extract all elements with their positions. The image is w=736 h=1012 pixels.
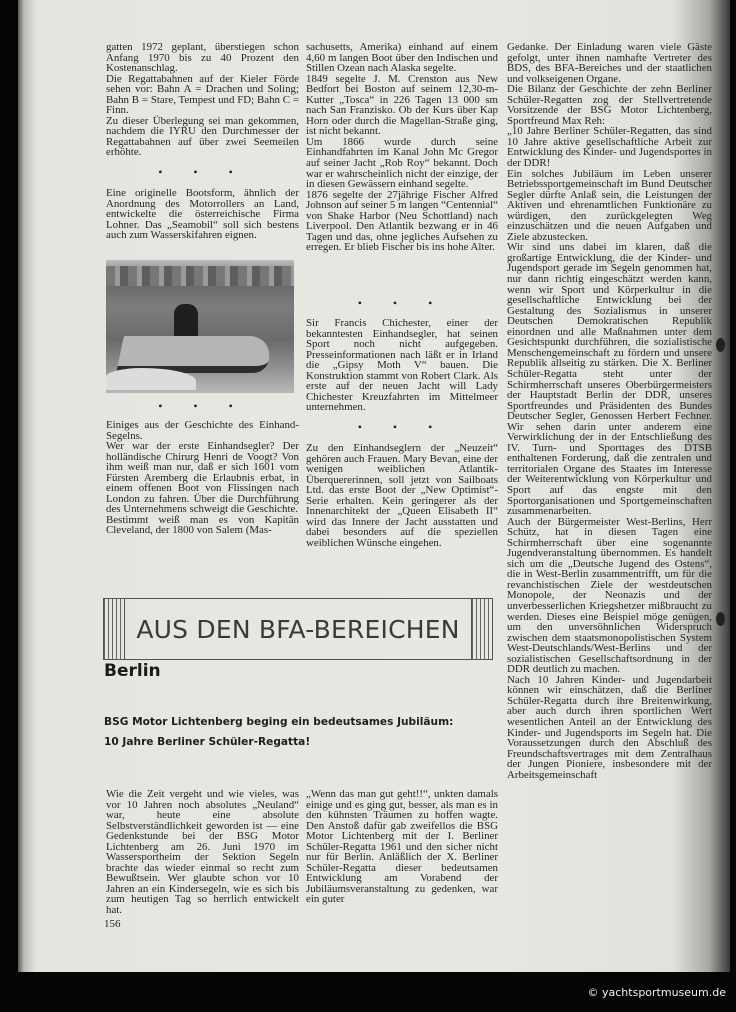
paragraph: gatten 1972 geplant, überstiegen schon Anfang 1970 bis zu 40 Prozent den Kostenanschlag.	[106, 41, 299, 75]
paragraph: Zu den Einhandseglern der „Neuzeit“ gehören auch Frauen. Mary Bevan, eine der wenigen weiblichen Atlantik-Überquererinnen, soll jetzt von Sailboats Ltd. das erste Boot der „New Optimist“-Serie erhalten. Kein geringerer als der Innenarchitekt der „Queen Elisabeth II“ wird das Innere der Jacht ausstatten und dabei besonders auf die speziellen weiblichen Wünsche eingehen.	[306, 442, 498, 549]
article-subtitle: BSG Motor Lichtenberg beging ein bedeutsames Jubiläum:	[104, 716, 454, 728]
paragraph: Eine originelle Bootsform, ähnlich der Anordnung des Motorrollers an Land, entwickelte die österreichische Firma Lohner. Das „Seamobil“ soll sich bestens auch zum Wasserskifahren eignen.	[106, 187, 299, 242]
paragraph: 1849 segelte J. M. Crenston aus New Bedfort bei Boston auf seinem 12,30-m-Kutter „Tosca“ in 226 Tagen 13 000 sm nach San Franzisko. Ob der Kurs über Kap Horn oder durch die Magellan-Straße ging, ist nicht bekannt.	[306, 72, 498, 138]
paragraph: Die Regattabahnen auf der Kieler Förde sehen vor: Bahn A = Drachen und Soling; Bahn B = Stare, Tempest und FD; Bahn C = Finn.	[106, 72, 299, 117]
separator-dots: • • •	[158, 399, 247, 413]
paragraph: Nach 10 Jahren Kinder- und Jugendarbeit können wir einschätzen, daß die Berliner Schüler-Regatta durch ihre Breitenwirkung, aber auch durch ihren sportlichen Wert wesentlichen Anteil an der Entwicklung des Kinder- und Jugendsports im Segeln hat. Die Voraussetzungen durch den Abschluß des Freundschaftsvertrages mit dem Zentralhaus der Jungen Pioniere, insbesondere mit der Arbeitsgemeinschaft	[507, 673, 712, 781]
paragraph: Auch der Bürgermeister West-Berlins, Herr Schütz, hat in diesen Tagen eine Schirmherrschaft über eine sogenannte Jugendveranstaltung übernommen. Es handelt sich um die „Deutsche Jugend des Ostens“, die in West-Berlin zusammentrifft, um für die revanchistischen Ziele der westdeutschen Monopole, der Neonazis und der unverbesserlichen Kriegshetzer mißbraucht zu werden. Dieses eine Beispiel möge genügen, um den unversöhnlichen Widerspruch zwischen dem staatsmonopolistischen System West-Deutschlands/West-Berlins und der sozialistischen Gesellschaftsordnung in der DDR deutlich zu machen.	[507, 515, 712, 676]
column2-history-text	[306, 42, 498, 253]
separator-dots: • • •	[158, 165, 247, 179]
paragraph: Wie die Zeit vergeht und wie vieles, was vor 10 Jahren noch absolutes „Neuland“ war, heute eine absolute Selbstverständlichkeit geworden ist — eine Gedenkstunde bei der BSG Motor Lichtenberg am 26. Juni 1970 im Wassersportheim der Sektion Segeln brachte das wieder einmal so recht zum Bewußtsein. Wer glaubte schon vor 10 Jahren an ein Kindersegeln, wie es sich bis zum heutigen Tag so herrlich entwickelt hat.	[106, 788, 299, 917]
paragraph: Sir Francis Chichester, einer der bekanntesten Einhandsegler, hat seinen Sport noch nicht aufgegeben. Presseinformationen nach läßt er in Irland die „Gipsy Moth V“ bauen. Die Konstruktion stammt von Robert Clark. Als erste auf der neuen Jacht will Lady Chichester Kreuzfahrten im Mittelmeer unternehmen.	[306, 317, 498, 414]
column2-women-text	[306, 443, 498, 548]
article-column1	[106, 789, 299, 916]
banner-stripes-right	[471, 599, 492, 659]
city-heading: Berlin	[104, 661, 161, 681]
column3-article-text	[507, 42, 712, 780]
paragraph: Die Bilanz der Geschichte der zehn Berliner Schüler-Regatten zog der Stellvertretende Vorsitzende der BSG Motor Lichtenberg, Sportfreund Max Reh:	[507, 83, 712, 127]
paragraph: Zu dieser Überlegung sei man gekommen, nachdem die IYRU den Durchmesser der Regattabahnen auf über zwei Seemeilen erhöhte.	[106, 114, 299, 159]
section-banner	[103, 598, 493, 660]
paragraph: 1876 segelte der 27jährige Fischer Alfred Johnson auf seiner 5 m langen “Centennial“ von Shake Harbor (Neu Schottland) nach Liverpool. Den Atlantik bezwang er in 46 Tagen und das, ohne jegliches Aufsehen zu erregen. Er blieb Fischer bis ins hohe Alter.	[306, 188, 498, 254]
banner-stripes-left	[104, 599, 125, 659]
paragraph: Gedanke. Der Einladung waren viele Gäste gefolgt, unter ihnen namhafte Vertreter des BDS, des BFA-Bereiches und der staatlichen und volkseigenen Organe.	[507, 41, 712, 85]
paragraph: Bestimmt weiß man es von Kapitän Cleveland, der 1800 von Salem (Mas-	[106, 513, 299, 537]
seamobil-boat-photo	[106, 260, 294, 393]
column2-chichester-text	[306, 318, 498, 413]
paragraph: „10 Jahre Berliner Schüler-Regatten, das sind 10 Jahre aktive gesellschaftliche Arbeit zur Entwicklung des Kinder- und Jugendsportes in der DDR!	[507, 125, 712, 170]
column1-seamobil-text	[106, 188, 299, 241]
binding-hole	[716, 612, 725, 626]
paragraph: „Wenn das man gut geht!!“, unkten damals einige und es ging gut, besser, als man es in den kühnsten Träumen zu hoffen wagte. Den Anstoß dafür gab zweifellos die BSG Motor Lichtenberg mit der I. Berliner Schüler-Regatta 1961 und den sicher nicht nur für Berlin. Anläßlich der X. Berliner Schüler-Regatta dieser bedeutsamen Entwicklung am Vorabend der Jubiläumsveranstaltung zu gedenken, war ein guter	[306, 788, 498, 906]
column1-regatta-text	[106, 42, 299, 158]
article-subtitle: 10 Jahre Berliner Schüler-Regatta!	[104, 736, 311, 748]
paragraph: Ein solches Jubiläum im Leben unserer Betriebssportgemeinschaft im Bund Deutscher Segler dürfte Anlaß sein, die Leistungen der Aktiven und ehrenamtlichen Funktionäre zu würdigen, den zurückgelegten Weg einzuschätzen und die neuen Aufgaben und Ziele abzustecken.	[507, 167, 712, 243]
paragraph: Einiges aus der Geschichte des Einhand-Segelns.	[106, 419, 299, 442]
binding-hole	[716, 338, 725, 352]
paragraph: sachusetts, Amerika) einhand auf einem 4,60 m langen Boot über den Indischen und Stillen Ozean nach Alaska segelte.	[306, 41, 498, 75]
column1-history-text	[106, 420, 299, 536]
separator-dots: • • •	[357, 296, 447, 310]
page-number: 156	[104, 918, 121, 930]
paragraph: Um 1866 wurde durch seine Einhandfahrten im Kanal John Mc Gregor auf seiner Jacht „Rob Roy“ bekannt. Doch war er wahrscheinlich nicht der einzige, der in diesen Gewässern einhand segelte.	[306, 135, 498, 191]
section-banner-title: AUS DEN BFA-BEREICHEN	[136, 615, 460, 644]
separator-dots: • • •	[357, 420, 447, 434]
watermark: © yachtsportmuseum.de	[587, 986, 726, 999]
article-column2	[306, 789, 498, 905]
paragraph: Wir sind uns dabei im klaren, daß die großartige Entwicklung, die der Kinder- und Jugendsport gerade im Segeln genommen hat, nur dann richtig eingeschätzt werden kann, wenn wir Sport und Körperkultur in die gesellschaftliche Entwicklung bei der Gestaltung des Sozialismus in unserer Deutschen Demokratischen Republik einordnen und alle Maßnahmen unter dem Gesichtspunkt durchführen, die sozialistische Menschengemeinschaft zu fördern und unsere Republik allseitig zu stärken. Die X. Berliner Schüler-Regatta steht unter der Schirmherrschaft unseres Oberbürgermeisters der Hauptstadt Berlin der DDR, unseres Sportfreundes und Präsidenten des Bundes Deutscher Segler, Genossen Herbert Fechner. Wir sehen darin unter anderem eine Verwirklichung der in der Entschließung des IV. Turn- und Sporttages des DTSB enthaltenen Forderung, daß die zentralen und territorialen Organe des Staates im Interesse der Weiterentwicklung von Körperkultur und Sport auf das engste mit den Sportorganisationen und Sportgemeinschaften zusammenarbeiten.	[507, 241, 712, 518]
paragraph: Wer war der erste Einhandsegler? Der holländische Chirurg Henri de Voogt? Von ihm weiß man nur, daß er sich 1601 vom Fürsten Aremberg die Erlaubnis erbat, in einem offenen Boot von Flissingen nach London zu fahren. Über die Durchführung des Unternehmens schweigt die Geschichte.	[106, 440, 299, 516]
